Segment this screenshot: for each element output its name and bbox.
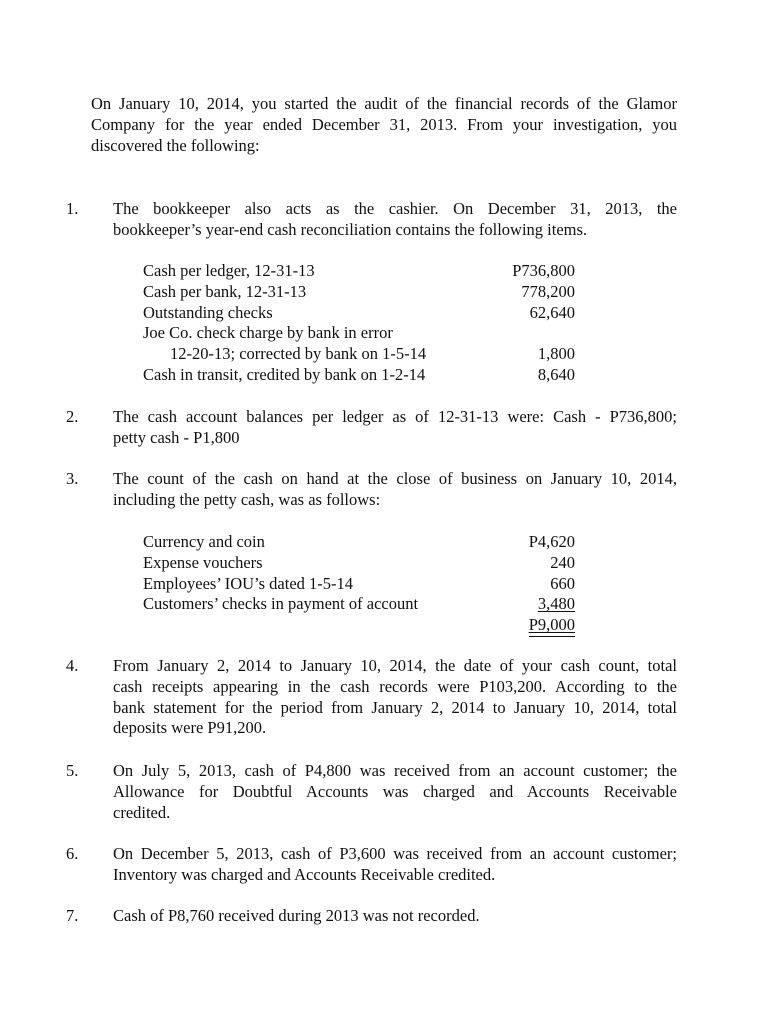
item-line: The bookkeeper also acts as the cashier. On December 31, 2013, the <box>113 199 677 218</box>
item-line: Allowance for Doubtful Accounts was charged and Accounts Receivable <box>113 781 677 801</box>
item-line: From January 2, 2014 to January 10, 2014, the date of your cash count, total <box>113 656 677 675</box>
item-line: On July 5, 2013, cash of P4,800 was received from an account customer; the <box>113 761 677 780</box>
intro-line: On January 10, 2014, you started the audit of the financial records of the Glamor <box>91 94 677 113</box>
item-line: cash receipts appearing in the cash records were P103,200. According to the <box>113 676 677 696</box>
item-text <box>113 656 677 739</box>
item-number: 6. <box>66 844 79 863</box>
row-label: Outstanding checks <box>143 302 273 322</box>
total-amount: P9,000 <box>529 615 575 637</box>
row-label: Employees’ IOU’s dated 1-5-14 <box>143 573 354 593</box>
item-line: The count of the cash on hand at the close of business on January 10, 2014, <box>113 469 677 488</box>
table-row <box>143 344 575 365</box>
table-row <box>143 574 575 595</box>
item-line: including the petty cash, was as follows: <box>113 489 381 509</box>
table-row <box>143 553 575 574</box>
item-line: deposits were P91,200. <box>113 718 267 738</box>
item-line: The cash account balances per ledger as of 12-31-13 were: Cash - P736,800; <box>113 407 677 426</box>
row-amount: 778,200 <box>521 281 575 301</box>
row-label: Currency and coin <box>143 532 265 551</box>
row-label: 12-20-13; corrected by bank on 1-5-14 <box>170 344 427 364</box>
total-row <box>143 615 575 636</box>
table-row <box>143 532 575 553</box>
cash-count-table <box>143 532 575 636</box>
row-amount: 62,640 <box>529 302 575 322</box>
row-label: Expense vouchers <box>143 552 263 572</box>
item-number: 2. <box>66 407 79 426</box>
item-number: 7. <box>66 906 79 925</box>
item-text <box>113 761 677 823</box>
item-text <box>113 199 677 241</box>
item-text <box>113 906 677 927</box>
table-row <box>143 303 575 324</box>
row-amount: 660 <box>550 573 575 593</box>
item-line: petty cash - P1,800 <box>113 427 240 447</box>
intro-line: discovered the following: <box>91 135 260 155</box>
item-number: 5. <box>66 761 79 780</box>
row-amount: P4,620 <box>528 532 575 551</box>
row-label: Cash per bank, 12-31-13 <box>143 281 307 301</box>
item-line: On December 5, 2013, cash of P3,600 was received from an account customer; <box>113 844 677 863</box>
row-label: Customers’ checks in payment of account <box>143 594 419 614</box>
item-number: 4. <box>66 656 79 675</box>
table-row <box>143 282 575 303</box>
reconciliation-table <box>143 261 575 386</box>
item-text <box>113 407 677 449</box>
item-text <box>113 844 677 886</box>
row-label: Joe Co. check charge by bank in error <box>143 323 393 343</box>
row-label: Cash per ledger, 12-31-13 <box>143 261 315 280</box>
item-number: 3. <box>66 469 79 488</box>
row-amount: P736,800 <box>512 261 575 280</box>
item-line: Inventory was charged and Accounts Receivable credited. <box>113 864 496 884</box>
item-line: bookkeeper’s year-end cash reconciliation contains the following items. <box>113 219 588 239</box>
intro-line: Company for the year ended December 31, 2013. From your investigation, you <box>91 114 677 134</box>
item-line: Cash of P8,760 received during 2013 was not recorded. <box>113 906 480 925</box>
item-line: credited. <box>113 802 171 822</box>
table-row <box>143 365 575 386</box>
row-label: Cash in transit, credited by bank on 1-2-14 <box>143 364 426 384</box>
item-text <box>113 469 677 511</box>
item-line: bank statement for the period from January 2, 2014 to January 10, 2014, total <box>113 697 677 717</box>
table-row <box>143 323 575 344</box>
table-row <box>143 594 575 615</box>
row-amount: 1,800 <box>537 344 575 364</box>
table-row <box>143 261 575 282</box>
row-amount: 8,640 <box>537 364 575 384</box>
row-amount: 3,480 <box>537 594 575 614</box>
item-number: 1. <box>66 199 79 218</box>
row-amount: 240 <box>550 552 575 572</box>
intro-paragraph <box>91 94 677 156</box>
